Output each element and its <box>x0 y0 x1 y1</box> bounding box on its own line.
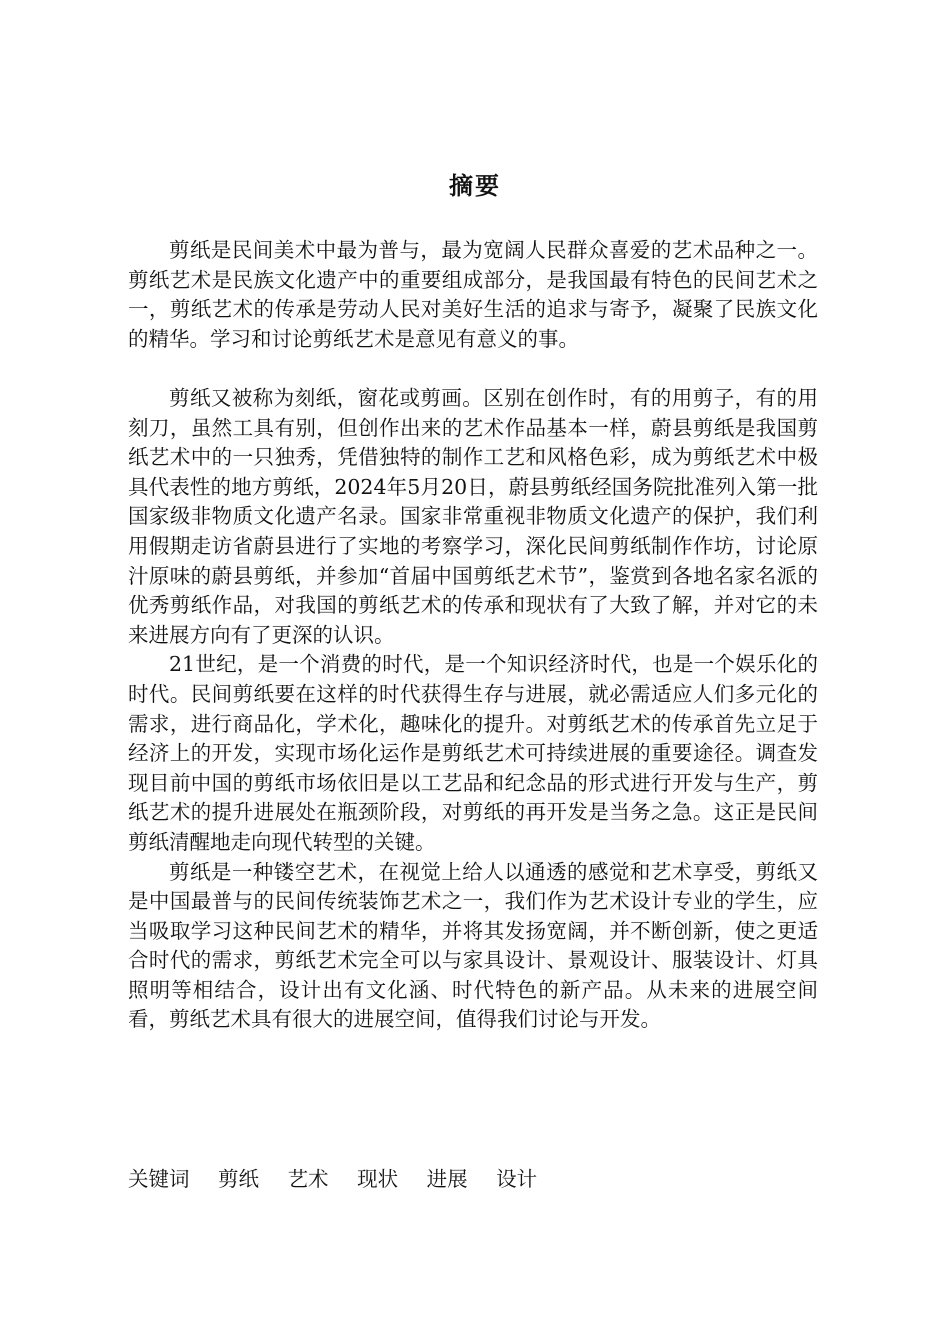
abstract-title: 摘要 <box>449 171 501 200</box>
paragraph-4: 剪纸是一种镂空艺术，在视觉上给人以通透的感觉和艺术享受，剪纸又是中国最普与的民间传统装饰艺术之一，我们作为艺术设计专业的学生，应当吸取学习这种民间艺术的精华，并将其发扬宽阔，并不断创新，使之更适合时代的需求，剪纸艺术完全可以与家具设计、景观设计、服装设计、灯具照明等相结合，设计出有文化涵、时代特色的新产品。从未来的进展空间看，剪纸艺术具有很大的进展空间，值得我们讨论与开发。 <box>128 859 818 1032</box>
abstract-section-1 <box>128 236 818 354</box>
keyword-item: 艺术 <box>287 1167 329 1191</box>
keyword-item: 剪纸 <box>218 1167 260 1191</box>
keyword-item: 进展 <box>426 1167 468 1191</box>
keywords-line <box>128 1164 559 1194</box>
paragraph-3: 21世纪，是一个消费的时代，是一个知识经济时代，也是一个娱乐化的时代。民间剪纸要在这样的时代获得生存与进展，就必需适应人们多元化的需求，进行商品化，学术化，趣味化的提升。对剪纸艺术的传承首先立足于经济上的开发，实现市场化运作是剪纸艺术可持续进展的重要途径。调查发现目前中国的剪纸市场依旧是以工艺品和纪念品的形式进行开发与生产，剪纸艺术的提升进展处在瓶颈阶段，对剪纸的再开发是当务之急。这正是民间剪纸清醒地走向现代转型的关键。 <box>128 652 818 854</box>
abstract-section-2 <box>128 384 818 1035</box>
paragraph-1: 剪纸是民间美术中最为普与，最为宽阔人民群众喜爱的艺术品种之一。剪纸艺术是民族文化遗产中的重要组成部分，是我国最有特色的民间艺术之一，剪纸艺术的传承是劳动人民对美好生活的追求与寄予，凝聚了民族文化的精华。学习和讨论剪纸艺术是意见有意义的事。 <box>128 238 818 351</box>
keywords-label: 关键词 <box>128 1167 190 1191</box>
paragraph-2: 剪纸又被称为刻纸，窗花或剪画。区别在创作时，有的用剪子，有的用刻刀，虽然工具有别，但创作出来的艺术作品基本一样，蔚县剪纸是我国剪纸艺术中的一只独秀，凭借独特的制作工艺和风格色彩，成为剪纸艺术中极具代表性的地方剪纸，2024年5月20日，蔚县剪纸经国务院批准列入第一批国家级非物质文化遗产名录。国家非常重视非物质文化遗产的保护，我们利用假期走访省蔚县进行了实地的考察学习，深化民间剪纸制作作坊，讨论原汁原味的蔚县剪纸，并参加“首届中国剪纸艺术节”，鉴赏到各地名家名派的优秀剪纸作品，对我国的剪纸艺术的传承和现状有了大致了解，并对它的未来进展方向有了更深的认识。 <box>128 386 818 647</box>
keyword-item: 现状 <box>357 1167 399 1191</box>
keyword-item: 设计 <box>496 1167 538 1191</box>
